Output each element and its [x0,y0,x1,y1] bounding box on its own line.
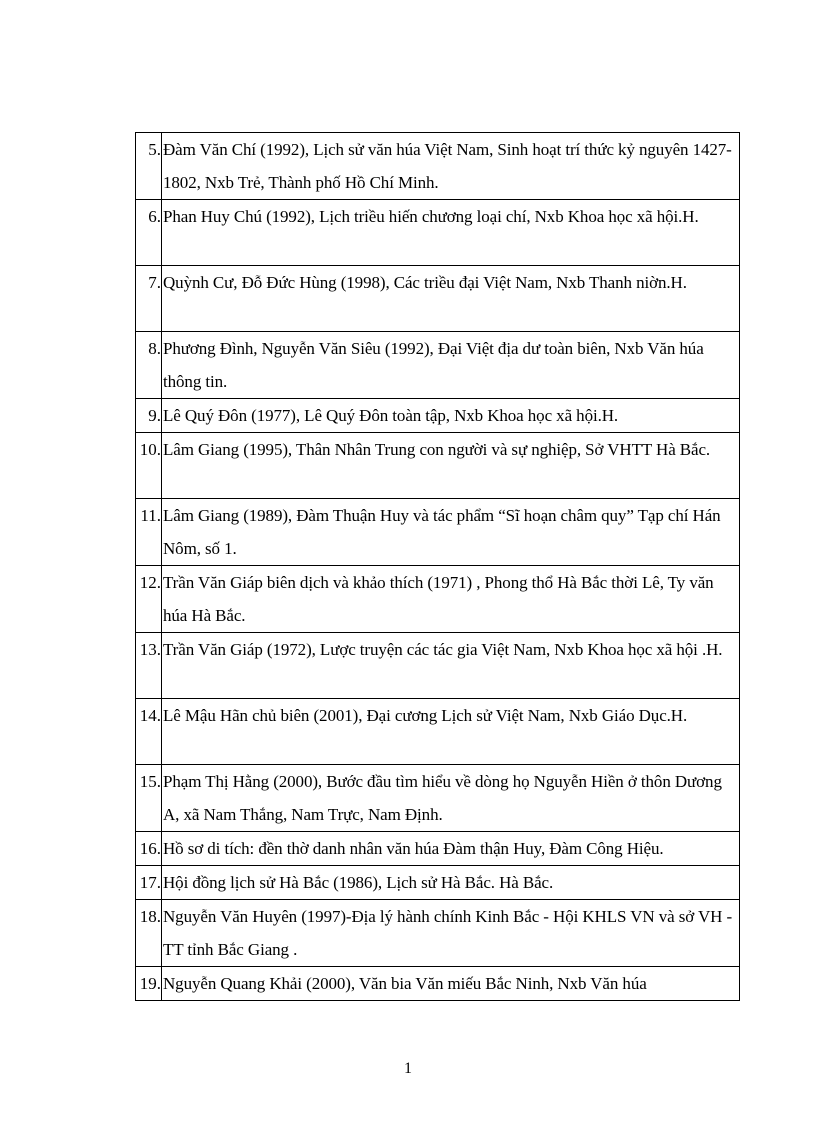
reference-number: 12. [136,566,162,633]
reference-number: 9. [136,399,162,433]
reference-row [136,266,740,332]
reference-number: 8. [136,332,162,399]
reference-text: Quỳnh Cư, Đỗ Đức Hùng (1998), Các triều đại Việt Nam, Nxb Thanh niờn.H. [162,266,740,332]
reference-text: Hồ sơ di tích: đền thờ danh nhân văn húa Đàm thận Huy, Đàm Công Hiệu. [162,832,740,866]
reference-text: Lê Quý Đôn (1977), Lê Quý Đôn toàn tập, Nxb Khoa học xã hội.H. [162,399,740,433]
reference-row [136,499,740,566]
reference-row [136,332,740,399]
reference-number: 5. [136,133,162,200]
reference-row [136,765,740,832]
reference-row [136,832,740,866]
reference-text: Nguyễn Văn Huyên (1997)-Địa lý hành chính Kinh Bắc - Hội KHLS VN và sở VH - TT tỉnh Bắc Giang . [162,900,740,967]
reference-text: Đàm Văn Chí (1992), Lịch sử văn húa Việt Nam, Sinh hoạt trí thức kỷ nguyên 1427-1802, Nxb Trẻ, Thành phố Hồ Chí Minh. [162,133,740,200]
reference-row [136,633,740,699]
reference-number: 7. [136,266,162,332]
reference-row [136,900,740,967]
reference-text: Trần Văn Giáp (1972), Lược truyện các tác gia Việt Nam, Nxb Khoa học xã hội .H. [162,633,740,699]
reference-number: 10. [136,433,162,499]
reference-text: Hội đồng lịch sử Hà Bắc (1986), Lịch sử Hà Bắc. Hà Bắc. [162,866,740,900]
reference-text: Lâm Giang (1995), Thân Nhân Trung con người và sự nghiệp, Sở VHTT Hà Bắc. [162,433,740,499]
reference-number: 17. [136,866,162,900]
reference-number: 15. [136,765,162,832]
reference-row [136,566,740,633]
reference-text: Nguyễn Quang Khải (2000), Văn bia Văn miếu Bắc Ninh, Nxb Văn húa [162,967,740,1001]
reference-text: Lê Mậu Hãn chủ biên (2001), Đại cương Lịch sử Việt Nam, Nxb Giáo Dục.H. [162,699,740,765]
reference-row [136,133,740,200]
reference-row [136,200,740,266]
reference-number: 18. [136,900,162,967]
reference-number: 11. [136,499,162,566]
references-body [136,133,740,1001]
reference-row [136,866,740,900]
reference-number: 14. [136,699,162,765]
page-number: 1 [404,1060,412,1077]
reference-number: 6. [136,200,162,266]
reference-text: Phương Đình, Nguyễn Văn Siêu (1992), Đại Việt địa dư toàn biên, Nxb Văn húa thông tin. [162,332,740,399]
reference-text: Lâm Giang (1989), Đàm Thuận Huy và tác phẩm “Sĩ hoạn châm quy” Tạp chí Hán Nôm, số 1. [162,499,740,566]
reference-text: Trần Văn Giáp biên dịch và khảo thích (1971) , Phong thổ Hà Bắc thời Lê, Ty văn húa Hà Bắc. [162,566,740,633]
reference-number: 19. [136,967,162,1001]
references-table [135,132,740,1001]
reference-number: 13. [136,633,162,699]
reference-number: 16. [136,832,162,866]
reference-text: Phan Huy Chú (1992), Lịch triều hiến chương loại chí, Nxb Khoa học xã hội.H. [162,200,740,266]
reference-row [136,399,740,433]
reference-text: Phạm Thị Hằng (2000), Bước đầu tìm hiểu về dòng họ Nguyễn Hiền ở thôn Dương A, xã Nam Thắng, Nam Trực, Nam Định. [162,765,740,832]
reference-row [136,967,740,1001]
reference-row [136,699,740,765]
reference-row [136,433,740,499]
